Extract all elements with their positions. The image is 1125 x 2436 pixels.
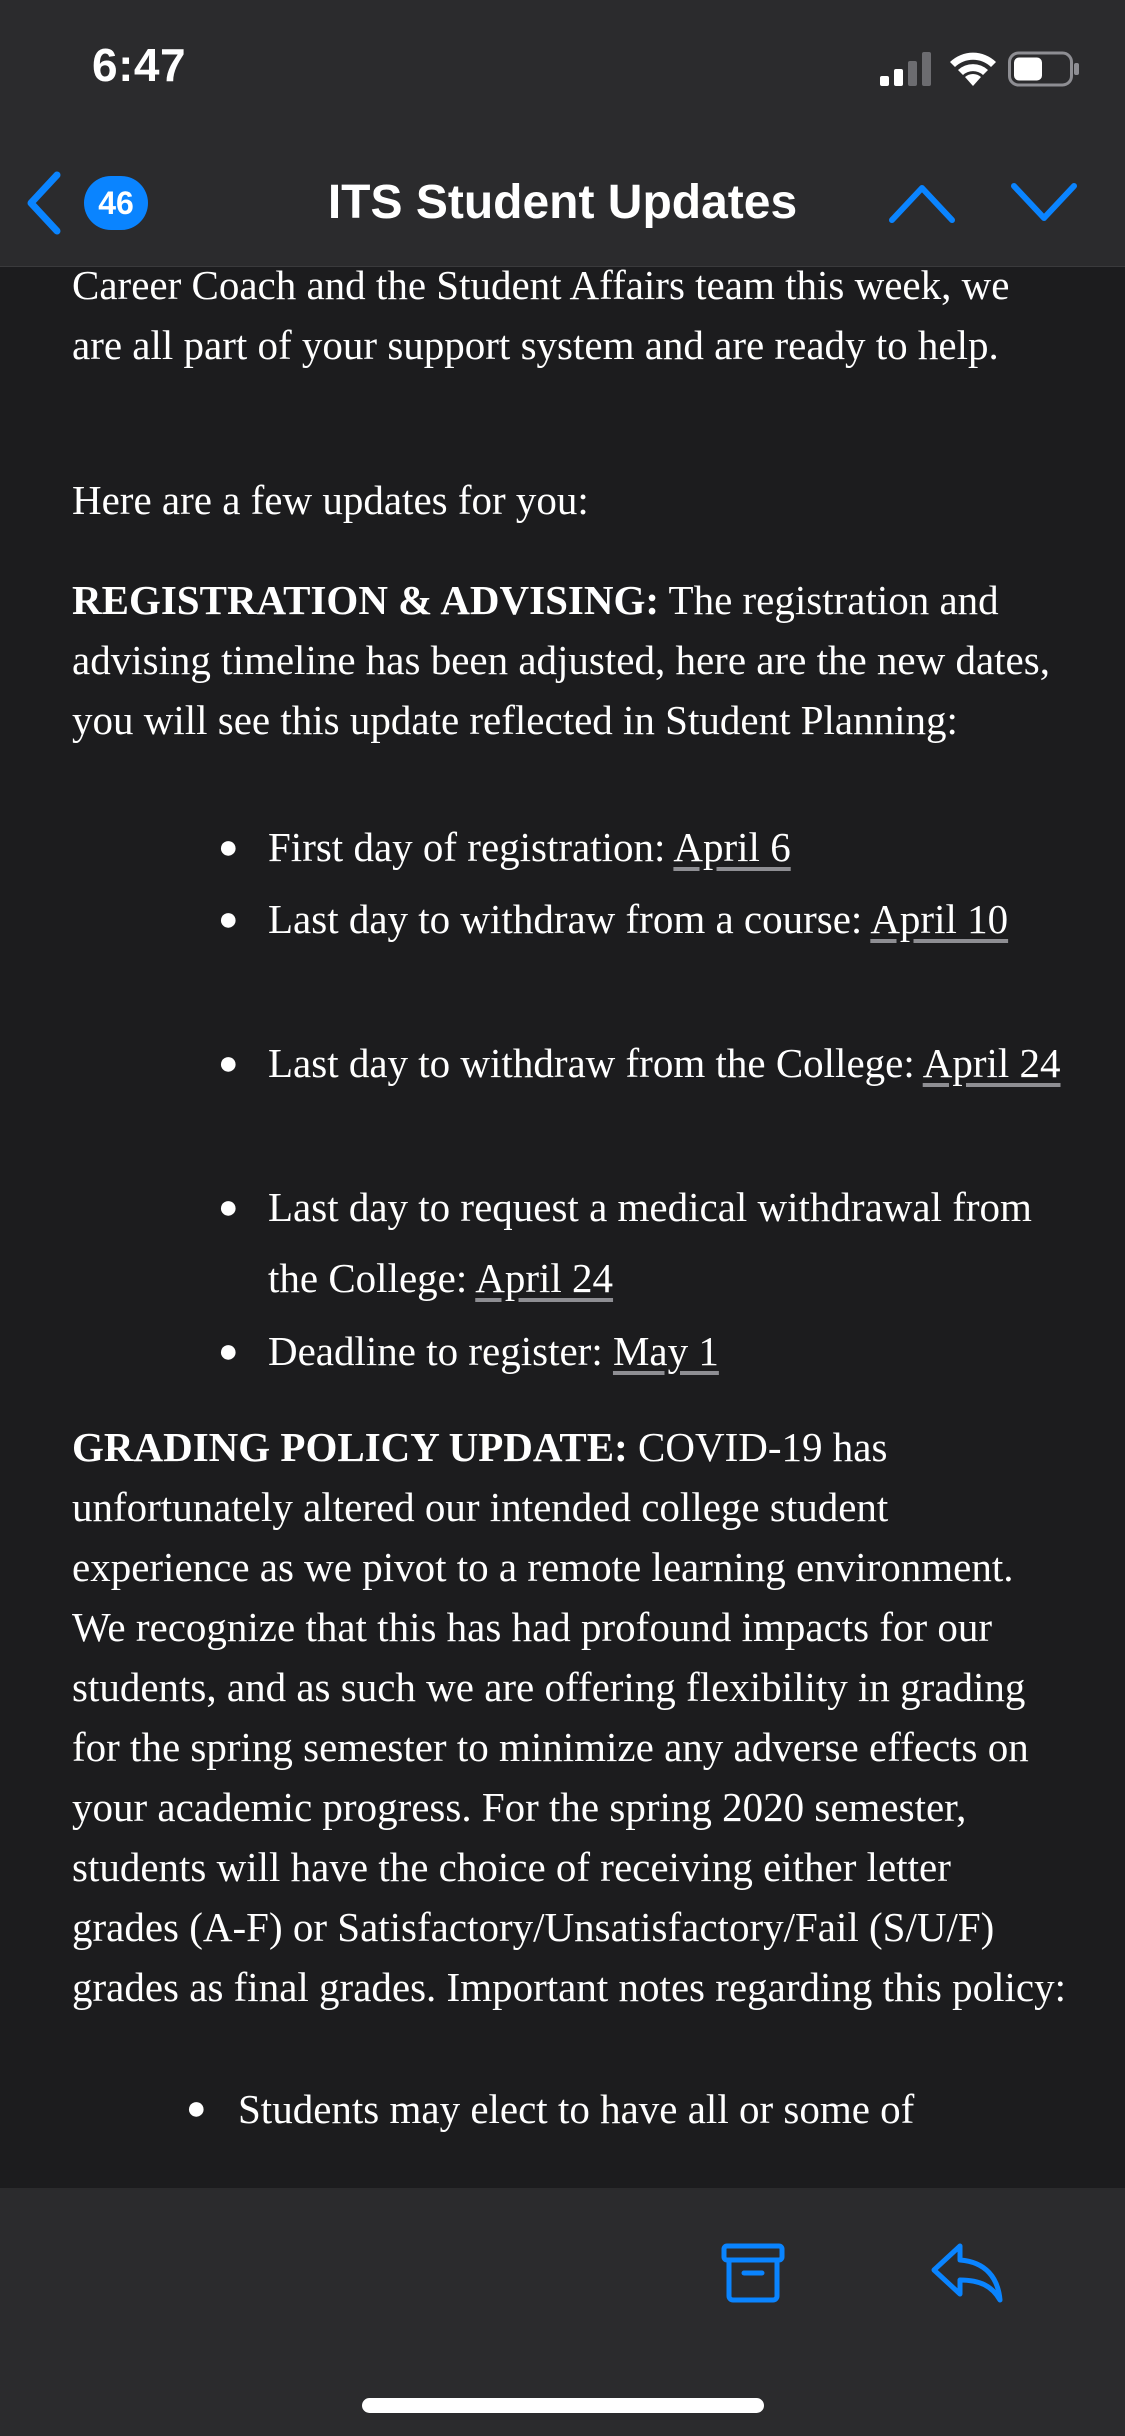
battery-icon: [1008, 50, 1080, 88]
list-item: ● Last day to request a medical withdrawal from the College: April 24: [218, 1184, 1032, 1301]
date-link[interactable]: May 1: [612, 1328, 719, 1374]
grading-first-note: Students may elect to have all or some of: [238, 2086, 915, 2132]
arrow-down-icon[interactable]: [1010, 176, 1078, 228]
date-link[interactable]: April 24: [475, 1255, 614, 1301]
signal-icon: [880, 52, 932, 86]
email-body: [0, 267, 1125, 2187]
arrow-up-icon[interactable]: [888, 176, 956, 228]
list-item: ● First day of registration: April 6: [218, 824, 791, 870]
archive-icon[interactable]: [720, 2240, 786, 2306]
nav-bar: [0, 140, 1125, 267]
unread-count-badge: 46: [84, 176, 148, 230]
registration-paragraph: [72, 570, 1067, 750]
grading-heading: GRADING POLICY UPDATE:: [72, 1424, 628, 1470]
grading-paragraph: [72, 1417, 1067, 2017]
page-title: ITS Student Updates: [327, 176, 798, 229]
list-item: ● Last day to withdraw from the College: April 24: [218, 1040, 1061, 1086]
updates-intro: Here are a few updates for you:: [72, 477, 589, 523]
registration-text: The registration and advising timeline has been adjusted, here are the new dates, you will see this update reflected in Student Planning:: [72, 577, 1050, 743]
list-item: ● Last day to withdraw from a course: April 10: [218, 896, 1009, 942]
bottom-toolbar: [0, 2188, 1125, 2436]
status-time: 6:47: [92, 39, 187, 91]
date-link[interactable]: April 24: [922, 1040, 1061, 1086]
back-chevron-icon: [24, 171, 64, 235]
wifi-icon: [948, 50, 998, 88]
intro-paragraph: Career Coach and the Student Affairs team this week, we are all part of your support system and are ready to help.: [72, 267, 1010, 368]
list-item: ● Students may elect to have all or some of: [186, 2086, 915, 2132]
registration-heading: REGISTRATION & ADVISING:: [72, 577, 660, 623]
date-link[interactable]: April 6: [673, 824, 791, 870]
status-bar: [0, 0, 1125, 140]
reply-icon[interactable]: [930, 2240, 1004, 2304]
home-indicator[interactable]: [362, 2398, 764, 2413]
date-link[interactable]: April 10: [870, 896, 1009, 942]
grading-text: COVID-19 has unfortunately altered our intended college student experience as we pivot to a remote learning environment. We recognize that this has had profound impacts for our students, and as such we are offering flexibility in grading for the spring semester to minimize any adverse effects on your academic progress. For the spring 2020 semester, students will have the choice of receiving either letter grades (A-F) or Satisfactory/Unsatisfactory/Fail (S/U/F) grades as final grades. Important notes regarding this policy:: [72, 1424, 1066, 2010]
back-button[interactable]: [24, 170, 174, 236]
list-item: ● Deadline to register: May 1: [218, 1328, 719, 1374]
